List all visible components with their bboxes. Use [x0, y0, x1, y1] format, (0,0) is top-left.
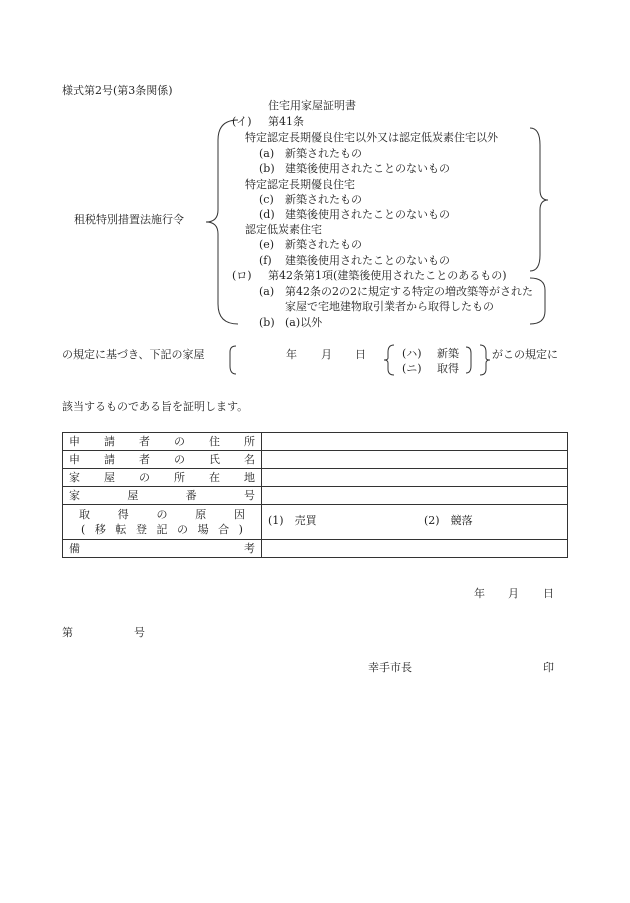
house-number-label: 家 屋 番 号	[63, 487, 262, 505]
house-location-field[interactable]	[262, 469, 568, 487]
item-e-mark: (e)	[259, 238, 275, 251]
acquisition-cause-field[interactable]	[262, 505, 568, 540]
item-b-mark: (b)	[259, 162, 275, 175]
cause-option-auction[interactable]: (2) 競落	[424, 514, 473, 527]
clause-suffix: がこの規定に	[492, 348, 558, 361]
number-suffix: 号	[134, 626, 145, 639]
applicant-name-field[interactable]	[262, 451, 568, 469]
article-41-label: (イ)	[232, 115, 252, 128]
table-row	[63, 487, 568, 505]
item-42b-mark: (b)	[259, 316, 275, 329]
item-f-mark: (f)	[259, 254, 272, 267]
applicant-name-label: 申 請 者 の 氏 名	[63, 451, 262, 469]
clause-day: 日	[355, 348, 366, 361]
remarks-field[interactable]	[262, 540, 568, 558]
clause-prefix: の規定に基づき、下記の家屋	[62, 348, 205, 361]
group1-title: 特定認定長期優良住宅以外又は認定低炭素住宅以外	[245, 131, 498, 144]
item-42a-line2: 家屋で宅地建物取引業者から取得したもの	[285, 300, 494, 313]
number-prefix: 第	[62, 626, 73, 639]
cause-option-sale[interactable]: (1) 売買	[268, 514, 317, 527]
acquisition-cause-label: 取 得 の 原 因 ( 移 転 登 記 の 場 合 )	[63, 505, 262, 540]
form-number: 様式第2号(第3条関係)	[62, 84, 173, 97]
item-d-mark: (d)	[259, 208, 275, 221]
article-41-text: 第41条	[268, 115, 304, 128]
item-c-text: 新築されたもの	[285, 193, 362, 206]
remarks-label: 備 考	[63, 540, 262, 558]
house-location-label: 家 屋 の 所 在 地	[63, 469, 262, 487]
item-f-text: 建築後使用されたことのないもの	[285, 254, 450, 267]
document-title: 住宅用家屋証明書	[268, 99, 356, 112]
table-row	[63, 433, 568, 451]
option-ni-mark: (ニ)	[402, 362, 422, 375]
group3-title: 認定低炭素住宅	[245, 223, 322, 236]
clause-year: 年	[286, 348, 297, 361]
item-d-text: 建築後使用されたことのないもの	[285, 208, 450, 221]
date-year: 年	[474, 587, 485, 600]
group2-title: 特定認定長期優良住宅	[245, 178, 355, 191]
table-row	[63, 505, 568, 540]
applicant-address-field[interactable]	[262, 433, 568, 451]
law-name: 租税特別措置法施行令	[74, 213, 184, 226]
seal-mark: 印	[543, 661, 554, 674]
article-42-label: (ロ)	[232, 269, 252, 282]
table-row	[63, 469, 568, 487]
house-number-field[interactable]	[262, 487, 568, 505]
item-b-text: 建築後使用されたことのないもの	[285, 162, 450, 175]
table-row	[63, 451, 568, 469]
date-day: 日	[543, 587, 554, 600]
applicant-address-label: 申 請 者 の 住 所	[63, 433, 262, 451]
item-a-text: 新築されたもの	[285, 147, 362, 160]
item-e-text: 新築されたもの	[285, 238, 362, 251]
clause-continuation: 該当するものである旨を証明します。	[62, 400, 249, 413]
option-ha-mark: (ハ)	[402, 347, 422, 360]
item-42a-mark: (a)	[259, 285, 275, 298]
option-ha-text: 新築	[437, 347, 459, 360]
item-42a-line1: 第42条の2の2に規定する特定の増改築等がされた	[285, 285, 533, 298]
table-row	[63, 540, 568, 558]
certificate-table	[62, 432, 568, 558]
item-42b-text: (a)以外	[285, 316, 323, 329]
option-ni-text: 取得	[437, 362, 459, 375]
clause-month: 月	[321, 348, 332, 361]
item-c-mark: (c)	[259, 193, 274, 206]
issuer-title: 幸手市長	[368, 661, 412, 674]
article-42-text: 第42条第1項(建築後使用されたことのあるもの)	[268, 269, 507, 282]
item-a-mark: (a)	[259, 147, 275, 160]
date-month: 月	[508, 587, 519, 600]
